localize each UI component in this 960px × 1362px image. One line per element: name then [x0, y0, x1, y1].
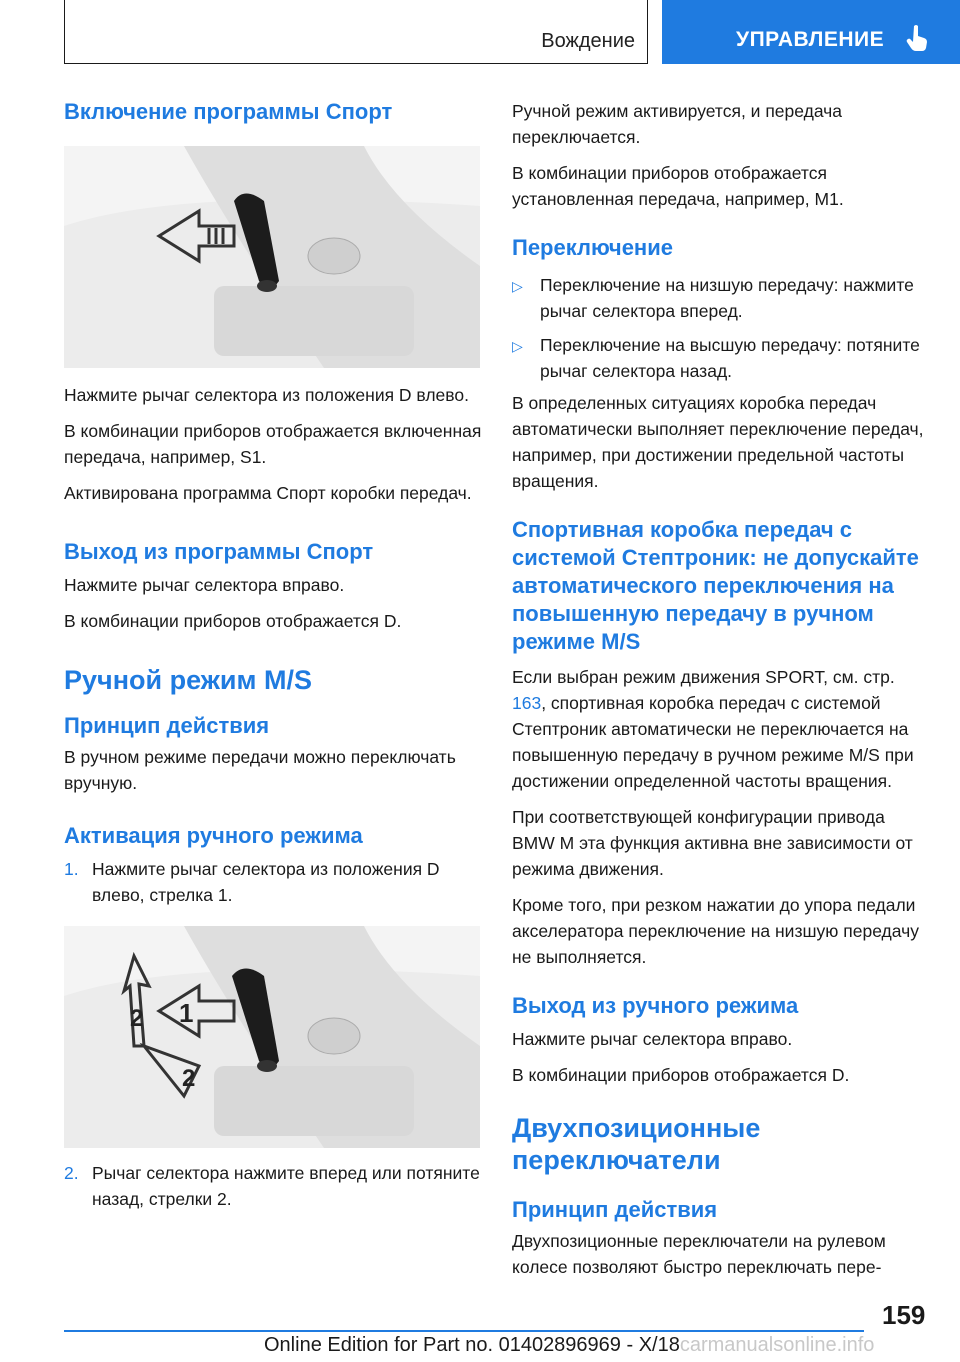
paragraph: Двухпозиционные переключатели на рулевом колесе позволяют быстро переключать пере- — [512, 1231, 886, 1277]
heading-sport-off: Выход из программы Спорт — [64, 539, 374, 564]
paragraph: Нажмите рычаг селектора вправо. — [512, 1029, 793, 1049]
paragraph: Нажмите рычаг селектора вправо. — [64, 575, 345, 595]
step-text: Нажмите рычаг селектора из положения D влево, стрелка 1. — [92, 859, 440, 905]
paragraph: В комбинации приборов отображается установленная передача, например, M1. — [512, 163, 844, 209]
selector-lever-figure-2 — [64, 926, 480, 1148]
footer-rule — [64, 1330, 864, 1332]
selector-lever-figure-1 — [64, 146, 480, 368]
heading-sport-on: Включение программы Спорт — [64, 99, 393, 124]
step-number: 1. — [64, 859, 79, 879]
heading-principle-2: Принцип действия — [512, 1197, 718, 1222]
heading-principle: Принцип действия — [64, 713, 270, 738]
heading-steptronic: Спортивная коробка передач с системой Стептроник: не допускайте автоматического переключения на повышенную передачу в ручном режиме M/S — [512, 517, 919, 654]
right-column — [512, 98, 926, 1280]
hand-pointer-icon — [906, 24, 930, 52]
step-number: 2. — [64, 1163, 79, 1183]
triangle-bullet-icon: ▷ — [512, 338, 523, 354]
paragraph — [512, 664, 926, 794]
heading-shifting: Переключение — [512, 235, 673, 260]
paragraph: При соответствующей конфигурации привода BMW M эта функция активна вне зависимости от режима движения. — [512, 807, 913, 879]
page-link[interactable]: 163 — [512, 693, 542, 713]
bullet-text: Переключение на высшую передачу: потяните рычаг селектора назад. — [540, 335, 920, 381]
bullet-text: Переключение на низшую передачу: нажмите рычаг селектора вперед. — [540, 275, 914, 321]
heading-manual-mode: Ручной режим M/S — [64, 665, 312, 695]
heading-activation: Активация ручного режима — [64, 823, 363, 848]
bullet-item — [512, 272, 926, 324]
watermark: carmanualsonline.info — [679, 1334, 875, 1356]
heading-exit-manual: Выход из ручного режима — [512, 993, 799, 1018]
section-header — [64, 0, 648, 64]
paragraph: В определенных ситуациях коробка передач автоматически выполняет переключение передач, например, при достижении предельной частоты вращения. — [512, 393, 924, 491]
arrow-label: 2 — [182, 1065, 196, 1092]
paragraph: В комбинации приборов отображается D. — [512, 1065, 850, 1085]
chapter-title: УПРАВЛЕНИЕ — [736, 28, 885, 51]
text-run: Если выбран режим движения SPORT, см. стр. — [512, 667, 895, 687]
numbered-step — [64, 856, 484, 908]
paragraph: В комбинации приборов отображается включенная передача, например, S1. — [64, 421, 482, 467]
arrow-label: 1 — [179, 998, 194, 1028]
heading-paddles: Двухпозиционные переключатели — [512, 1113, 761, 1175]
paragraph: Кроме того, при резком нажатии до упора педали акселератора переключение на низшую передачу не выполняется. — [512, 895, 919, 967]
triangle-bullet-icon: ▷ — [512, 278, 523, 294]
left-column — [64, 98, 484, 1212]
paragraph: В ручном режиме передачи можно переключать вручную. — [64, 747, 456, 793]
edition-text: Online Edition for Part no. 01402896969 - X/18 — [264, 1334, 680, 1356]
footer-text — [264, 1334, 874, 1357]
chapter-tab[interactable] — [662, 0, 960, 64]
arrow-label: 2 — [130, 1005, 144, 1032]
step-text: Рычаг селектора нажмите вперед или потяните назад, стрелки 2. — [92, 1163, 480, 1209]
paragraph: Ручной режим активируется, и передача переключается. — [512, 101, 843, 147]
section-title: Вождение — [541, 30, 635, 52]
paragraph: Активирована программа Спорт коробки передач. — [64, 483, 472, 503]
numbered-step — [64, 1160, 484, 1212]
page-number: 159 — [882, 1300, 926, 1330]
text-run: , спортивная коробка передач с системой Стептроник автоматически не переключается на повышенную передачу в ручном режиме M/S при достижении определенной частоты вращения. — [512, 693, 914, 791]
paragraph: Нажмите рычаг селектора из положения D влево. — [64, 385, 469, 405]
bullet-item — [512, 332, 926, 384]
paragraph: В комбинации приборов отображается D. — [64, 611, 402, 631]
